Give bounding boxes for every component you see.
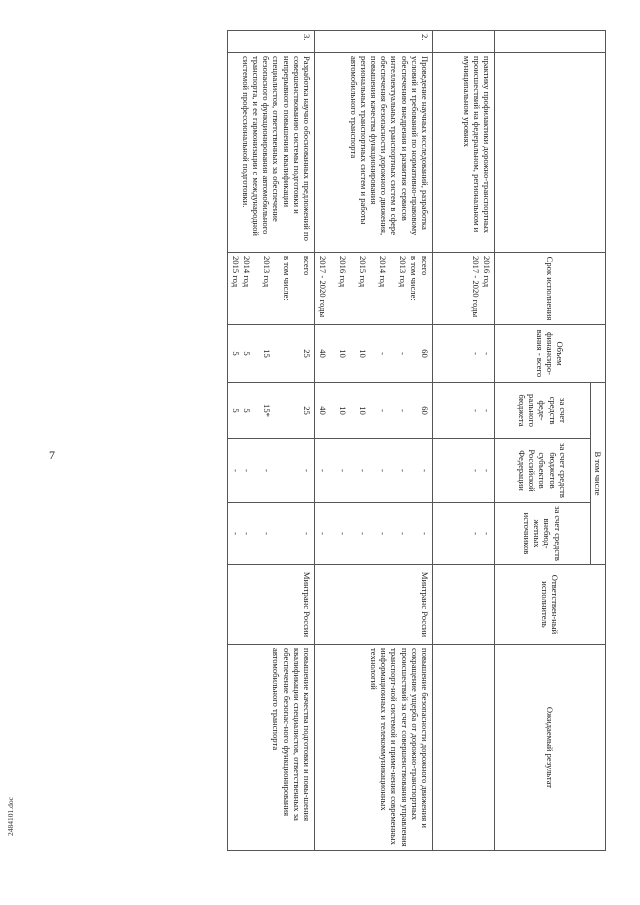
value-line: 10 [357,406,368,415]
term-line: всего [301,256,312,276]
term-line: 2014 год [377,256,388,288]
term-line: 2014 год [241,256,252,288]
term-line: всего [419,256,430,276]
value-line: - [241,532,252,535]
value-line: - [481,532,492,535]
term-line: 2017 - 2020 годы [317,256,328,318]
value-line: - [397,532,408,535]
value-line: 10 [337,349,348,358]
term-line: 2016 год [481,256,492,288]
row-terms [432,253,494,325]
value-line: - [337,469,348,472]
value-line [408,506,419,561]
header-including: В том числе [590,383,605,565]
value-line: 60 [419,349,430,358]
row-regional [432,439,494,503]
value-line: - [241,469,252,472]
value-line: 10 [357,349,368,358]
value-line: - [377,532,388,535]
term-line: 2013 год [261,256,272,288]
value-line: 5 [230,408,241,413]
value-line: - [481,352,492,355]
rotated-table-stage [60,30,606,850]
value-line [408,442,419,499]
row-number: 2. [314,31,432,53]
row-extrabudget [227,503,314,565]
row-measure: практику профилактики дорожно-транспортных происшествий на федеральном, региональном и муниципальном уровнях [432,53,494,253]
row-extrabudget [314,503,432,565]
value-line: 15* [261,404,272,417]
row-number: 3. [227,31,314,53]
term-line: в том числе: [408,256,419,301]
value-line: - [470,352,481,355]
value-line: - [481,409,492,412]
term-line: 2017 - 2020 годы [470,256,481,318]
row-total [227,325,314,383]
row-responsible [432,565,494,645]
header-term: Срок исполнения [494,253,605,325]
value-line: 5 [241,351,252,356]
row-total [314,325,432,383]
header-federal: за счет средств феде-рального бюджета [494,383,590,439]
row-measure: Проведение научных исследований, разработка условий и требований по нормативно-правовому обеспечению внедрения и развития сервисов интеллектуальных транспортных систем в сфере обеспечения безопасности дорожного движения, повышения качества функционирования региональных транспортных систем и работы автомобильного транспорта [314,53,432,253]
value-line: 10 [337,406,348,415]
row-responsible: Минтранс России [227,565,314,645]
term-line: 2016 год [337,256,348,288]
row-terms [227,253,314,325]
row-regional [227,439,314,503]
row-measure: Разработка научно обоснованных предложений по совершенствованию системы подготовки и непрерывного повышения квалификации специалистов, ответственных за обеспечение безопасного функционирования автомобильного транспорта, и ее гармонизации с международной системой профессиональной подготовки. [227,53,314,253]
value-line [408,386,419,435]
row-terms [314,253,432,325]
value-line: - [317,469,328,472]
row-federal [432,383,494,439]
value-line: - [419,469,430,472]
row-result: повышение качества подготовки и повы-шения квалификации специалистов, ответственных за обеспечение безопас-ного функционирования автомобильного транспорта [227,645,314,851]
row-regional [314,439,432,503]
header-regional: за счет средств бюджетов субъектов Российской Федерации [494,439,590,503]
row-total [432,325,494,383]
value-line [281,328,292,379]
value-line: 5 [230,351,241,356]
header-measure [494,53,605,253]
header-result: Ожидаемый результат [494,645,605,851]
value-line: - [470,469,481,472]
value-line [281,506,292,561]
table-body [227,31,494,851]
value-line: - [230,469,241,472]
value-line: - [357,532,368,535]
program-measures-table [227,30,606,851]
value-line: - [397,469,408,472]
value-line: - [261,469,272,472]
value-line: - [377,352,388,355]
value-line: 25 [301,406,312,415]
term-line: 2015 год [357,256,368,288]
value-line: - [337,532,348,535]
value-line: 40 [317,406,328,415]
row-number [432,31,494,53]
row-result [432,645,494,851]
row-result: повышение безопасности дорожного движения и сокращение ущерба от дорожно-транспортных происшествий за счет совершенствования управления транспорт-ной системой и приме-нения современных информационных и телекоммуникационных технологий [314,645,432,851]
value-line [281,386,292,435]
value-line: - [230,532,241,535]
value-line: 15 [261,349,272,358]
table-row [227,31,314,851]
value-line: 60 [419,406,430,415]
table-row [314,31,432,851]
value-line: 40 [317,349,328,358]
row-extrabudget [432,503,494,565]
row-federal [314,383,432,439]
value-line: - [397,409,408,412]
value-line: - [317,532,328,535]
value-line: - [301,532,312,535]
header-number [494,31,605,53]
value-line: - [377,469,388,472]
value-line: - [261,532,272,535]
page-number: 7 [49,448,55,462]
value-line: - [377,409,388,412]
value-line: - [470,409,481,412]
value-line: - [470,532,481,535]
value-line [281,442,292,499]
row-responsible: Минтранс России [314,565,432,645]
value-line: - [419,532,430,535]
header-responsible: Ответствен-ный исполнитель [494,565,605,645]
header-total: Объем финансиро-вания - всего [494,325,605,383]
value-line: 5 [241,408,252,413]
footer-filename: 2484101.doc [6,797,15,836]
header-extrabudget: за счет средств внебюд-жетных источников [494,503,590,565]
table-row [432,31,494,851]
term-line: 2013 год [397,256,408,288]
term-line: 2015 год [230,256,241,288]
value-line: - [481,469,492,472]
value-line: - [301,469,312,472]
term-line: в том числе: [281,256,292,301]
value-line: - [357,469,368,472]
row-federal [227,383,314,439]
value-line: - [397,352,408,355]
value-line [408,328,419,379]
value-line: 25 [301,349,312,358]
